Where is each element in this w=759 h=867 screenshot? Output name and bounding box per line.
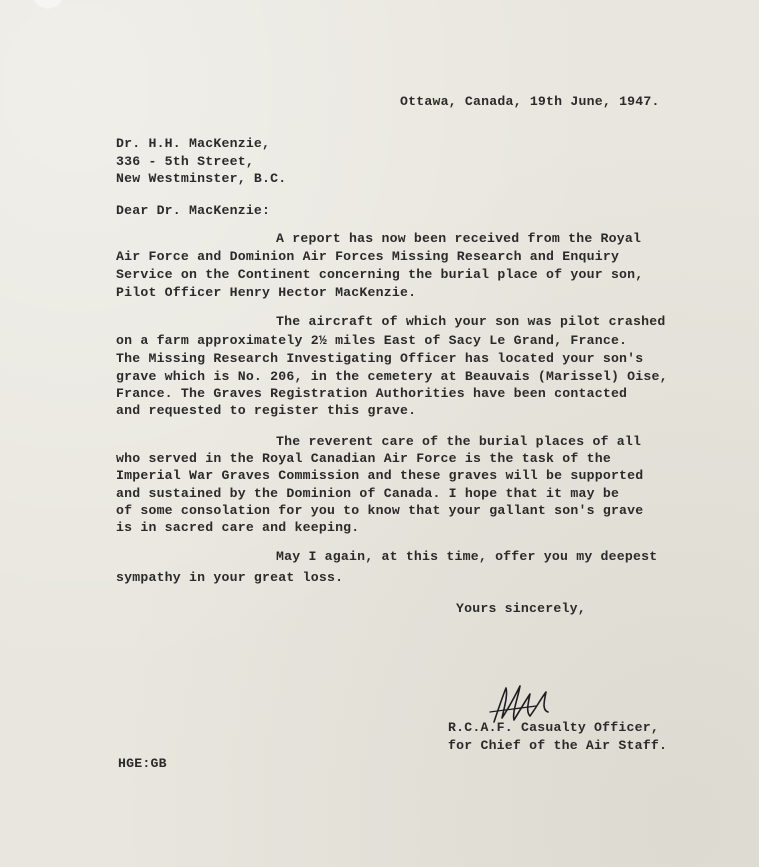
- reference-initials: HGE:GB: [118, 756, 167, 771]
- paragraph-3-line-1: The reverent care of the burial places of all: [276, 434, 642, 449]
- signature-title-line-2: for Chief of the Air Staff.: [448, 738, 668, 753]
- paragraph-1-line-4: Pilot Officer Henry Hector MacKenzie.: [116, 285, 417, 300]
- paragraph-3-line-2: who served in the Royal Canadian Air Force is the task of the: [116, 451, 611, 466]
- date-line: Ottawa, Canada, 19th June, 1947.: [400, 94, 660, 109]
- paragraph-2-line-1: The aircraft of which your son was pilot crashed: [276, 314, 666, 329]
- paragraph-2-line-4: grave which is No. 206, in the cemetery at Beauvais (Marissel) Oise,: [116, 369, 668, 384]
- paragraph-4-line-1: May I again, at this time, offer you my deepest: [276, 549, 658, 564]
- paragraph-3-line-6: is in sacred care and keeping.: [116, 520, 360, 535]
- paragraph-3-line-5: of some consolation for you to know that your gallant son's grave: [116, 503, 644, 518]
- paragraph-2-line-5: France. The Graves Registration Authorities have been contacted: [116, 386, 628, 401]
- closing: Yours sincerely,: [456, 601, 586, 616]
- paragraph-1-line-3: Service on the Continent concerning the burial place of your son,: [116, 267, 644, 282]
- paragraph-3-line-4: and sustained by the Dominion of Canada. I hope that it may be: [116, 486, 620, 501]
- paragraph-2-line-2: on a farm approximately 2½ miles East of Sacy Le Grand, France.: [116, 333, 628, 348]
- signature-title-line-1: R.C.A.F. Casualty Officer,: [448, 720, 659, 735]
- paragraph-3-line-3: Imperial War Graves Commission and these graves will be supported: [116, 468, 644, 483]
- paragraph-1-line-1: A report has now been received from the Royal: [276, 231, 642, 246]
- paragraph-2-line-3: The Missing Research Investigating Officer has located your son's: [116, 351, 644, 366]
- paragraph-1-line-2: Air Force and Dominion Air Forces Missing Research and Enquiry: [116, 249, 620, 264]
- paragraph-4-line-2: sympathy in your great loss.: [116, 570, 344, 585]
- salutation: Dear Dr. MacKenzie:: [116, 203, 271, 218]
- address-line-2: 336 - 5th Street,: [116, 154, 254, 169]
- address-line-1: Dr. H.H. MacKenzie,: [116, 136, 271, 151]
- address-line-3: New Westminster, B.C.: [116, 171, 287, 186]
- torn-corner-mark: [34, 0, 62, 10]
- paragraph-2-line-6: and requested to register this grave.: [116, 403, 417, 418]
